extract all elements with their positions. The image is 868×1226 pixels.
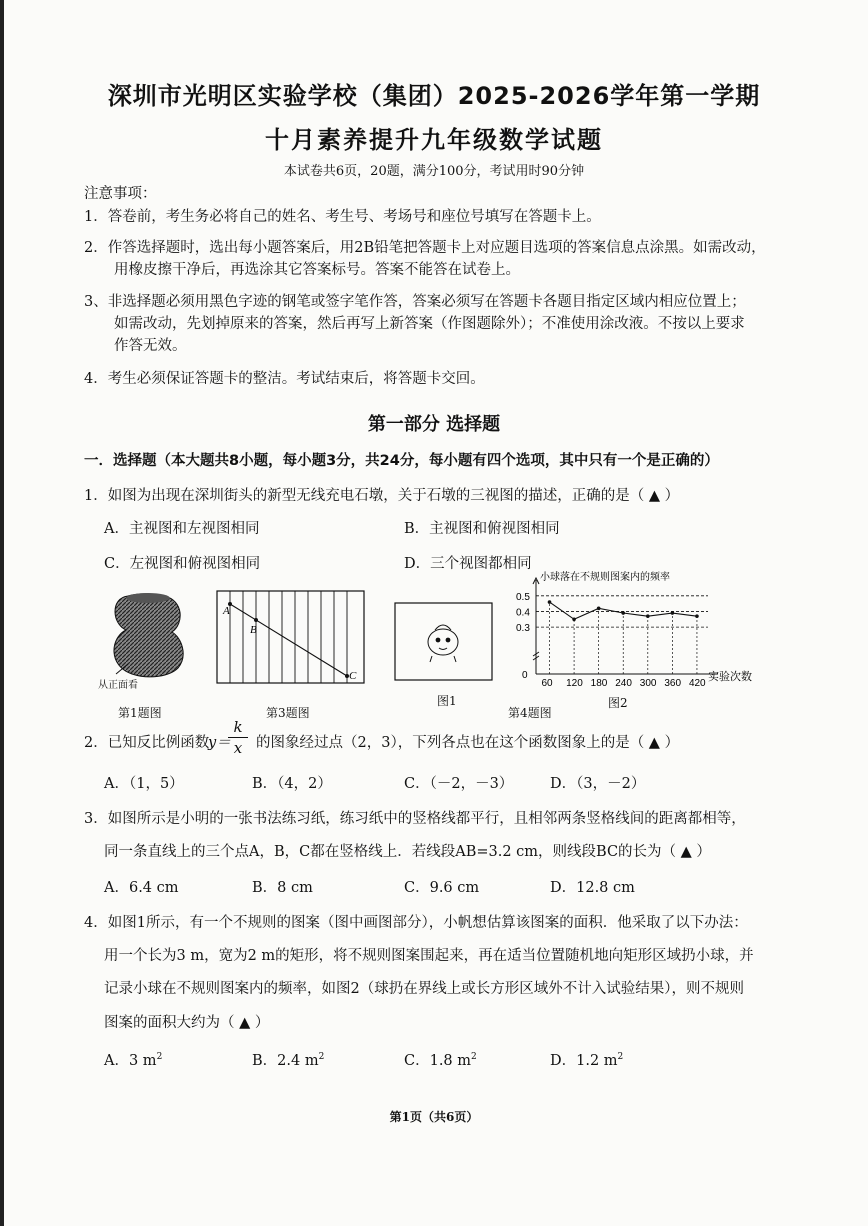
irregular-pattern-figure	[394, 602, 494, 682]
q3-option-d: D．12.8 cm	[550, 880, 635, 896]
note-3b: 如需改动，先划掉原来的答案，然后再写上新答案（作图题除外）；不准使用涂改液。不按以上要求	[114, 316, 745, 332]
q3-line1: 3．如图所示是小明的一张书法练习纸，练习纸中的竖格线都平行，且相邻两条竖格线间的距离都相等，	[84, 811, 746, 827]
q3-option-c: C．9.6 cm	[404, 880, 480, 896]
chart-xtick-label-1: 120	[566, 678, 583, 689]
q2-frac-num: k	[233, 718, 243, 736]
q4-option-d-text: D．1.2 m	[550, 1053, 618, 1069]
note-3c: 作答无效。	[114, 338, 187, 354]
q4-option-b-text: B．2.4 m	[252, 1053, 319, 1069]
note-2a: 2．作答选择题时，选出每小题答案后，用2B铅笔把答题卡上对应题目选项的答案信息点涂黑。如需改动，	[84, 240, 766, 256]
front-view-label: 从正面看	[98, 680, 138, 691]
q2-fraction	[228, 718, 248, 757]
chart-point-4	[646, 614, 650, 618]
exam-subtitle: 十月素养提升九年级数学试题	[265, 126, 603, 154]
chart-ytick-label-0: 0.3	[516, 623, 530, 635]
chart-point-1	[572, 617, 576, 621]
note-4: 4．考生必须保证答题卡的整洁。考试结束后，将答题卡交回。	[84, 371, 485, 387]
q2-option-b: B．（4，2）	[252, 776, 332, 792]
chart-point-3	[621, 611, 625, 615]
q4-option-a-text: A．3 m	[104, 1053, 157, 1069]
q3-line2: 同一条直线上的三个点A，B，C都在竖格线上．若线段AB=3.2 cm，则线段BC的长为（ ▲ ）	[104, 844, 711, 860]
q2-frac-den: x	[233, 739, 243, 757]
q1-option-b: B．主视图和俯视图相同	[404, 521, 560, 537]
exam-info: 本试卷共6页，20题，满分100分，考试用时90分钟	[283, 164, 585, 179]
point-b-label: B	[250, 624, 257, 636]
chart-xtick-label-3: 240	[615, 678, 632, 689]
q1-option-c: C．左视图和俯视图相同	[104, 556, 261, 572]
chart-point-5	[671, 611, 675, 615]
q2-y-eq: y＝	[208, 735, 231, 751]
chart-point-6	[695, 614, 699, 618]
point-c-label: C	[349, 670, 357, 682]
point-a-label: A	[223, 605, 230, 617]
note-2b: 用橡皮擦干净后，再选涂其它答案标号。答案不能答在试卷上。	[114, 262, 520, 278]
q4-option-c	[404, 1049, 477, 1070]
chart-point-0	[548, 600, 552, 604]
notes-heading: 注意事项：	[84, 186, 157, 202]
q4-line3: 记录小球在不规则图案内的频率，如图2（球扔在界线上或长方形区域外不计入试验结果），则不规则	[104, 981, 744, 997]
chart-xtick-label-4: 300	[639, 678, 657, 689]
point-b-mark	[254, 618, 258, 622]
q2-stem-post: 的图象经过点（2，3），下列各点也在这个函数图象上的是（ ▲ ）	[256, 735, 680, 751]
q3-option-a: A．6.4 cm	[104, 880, 179, 896]
q1-stem: 1．如图为出现在深圳街头的新型无线充电石墩，关于石墩的三视图的描述，正确的是（ ▲ ）	[84, 488, 680, 504]
section-heading: 一．选择题（本大题共8小题，每小题3分，共24分，每小题有四个选项，其中只有一个是正确的）	[84, 453, 719, 469]
q4-line1: 4．如图1所示，有一个不规则的图案（图中画图部分），小帆想估算该图案的面积．他采取了以下办法：	[84, 915, 748, 931]
exam-title: 深圳市光明区实验学校（集团）2025-2026学年第一学期	[107, 82, 761, 110]
caption-q4: 第4题图	[508, 706, 552, 720]
caption-fig2: 图2	[608, 696, 628, 710]
stone-pier-figure	[90, 586, 200, 690]
caption-q1: 第1题图	[118, 706, 162, 720]
note-1: 1．答卷前，考生务必将自己的姓名、考生号、考场号和座位号填写在答题卡上。	[84, 209, 601, 225]
q4-option-c-exp: 2	[471, 1052, 477, 1063]
q1-option-d: D．三个视图都相同	[404, 556, 532, 572]
q4-option-d	[550, 1049, 623, 1070]
caption-q3: 第3题图	[266, 706, 310, 720]
frequency-chart	[508, 566, 760, 696]
q4-option-d-exp: 2	[617, 1052, 624, 1063]
chart-ytick-label-2: 0.5	[516, 591, 530, 603]
calligraphy-grid-figure	[216, 590, 366, 686]
chart-title: 小球落在不规则图案内的频率	[540, 572, 670, 583]
chart-xtick-label-6: 420	[688, 678, 706, 689]
note-3a: 3、非选择题必须用黑色字迹的钢笔或签字笔作答，答案必须写在答题卡各题目指定区域内相应位置上；	[84, 294, 746, 310]
q4-option-a	[104, 1049, 162, 1070]
q2-option-a: A．（1，5）	[104, 776, 184, 792]
q4-option-b-exp: 2	[318, 1052, 325, 1063]
chart-xtick-label-5: 360	[664, 678, 682, 689]
chart-xtick-label-2: 180	[590, 678, 608, 689]
caption-fig1: 图1	[437, 694, 457, 708]
chart-point-2	[597, 607, 601, 611]
page-footer: 第1页（共6页）	[389, 1110, 479, 1124]
q4-line2: 用一个长为3 m，宽为2 m的矩形，将不规则图案围起来，再在适当位置随机地向矩形区域扔小球，并	[104, 948, 754, 964]
q3-option-b: B．8 cm	[252, 880, 313, 896]
chart-xtick-label-0: 60	[541, 678, 553, 689]
q1-option-a: A．主视图和左视图相同	[104, 521, 260, 537]
q2-option-c: C．（－2，－3）	[404, 776, 514, 792]
part1-title: 第一部分 选择题	[367, 414, 501, 435]
q4-option-c-text: C．1.8 m	[404, 1053, 472, 1069]
q4-option-b	[252, 1049, 324, 1070]
chart-ytick-label-1: 0.4	[516, 607, 530, 619]
chart-origin-label: 0	[522, 670, 528, 681]
q2-stem-pre: 2．已知反比例函数	[84, 735, 210, 751]
q4-option-a-exp: 2	[156, 1052, 163, 1063]
scan-edge	[0, 0, 4, 1226]
q2-option-d: D．（3，－2）	[550, 776, 646, 792]
q4-line4: 图案的面积大约为（ ▲ ）	[104, 1015, 270, 1031]
chart-xlabel: 实验次数	[708, 671, 752, 683]
